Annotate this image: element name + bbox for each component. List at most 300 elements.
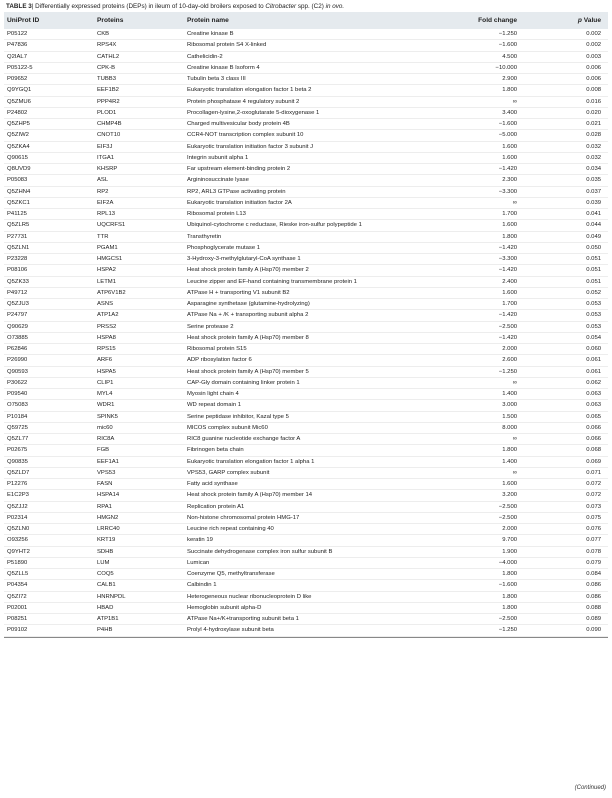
cell-p-value: 0.072 — [586, 492, 601, 499]
table-row — [4, 547, 608, 558]
cell-uniprot-id: Q5ZHP5 — [7, 121, 30, 128]
cell-p-value: 0.086 — [586, 582, 601, 589]
table-row — [4, 580, 608, 591]
cell-fold-change: −1.420 — [498, 166, 517, 173]
cell-protein: mic60 — [97, 424, 113, 431]
cell-protein-name: Myosin light chain 4 — [187, 391, 239, 398]
cell-protein-name: Transthyretin — [187, 233, 222, 240]
continued-note: (Continued) — [574, 785, 606, 791]
cell-p-value: 0.049 — [586, 233, 601, 240]
cell-p-value: 0.021 — [586, 121, 601, 128]
table-row — [4, 434, 608, 445]
table-row — [4, 209, 608, 220]
table-row — [4, 344, 608, 355]
header-p-italic: p — [577, 17, 582, 24]
cell-protein-name: Phosphoglycerate mutase 1 — [187, 244, 261, 251]
table-row — [4, 614, 608, 625]
cell-fold-change: ∞ — [512, 469, 517, 476]
cell-p-value: 0.053 — [586, 301, 601, 308]
cell-uniprot-id: Q2IAL7 — [7, 53, 27, 60]
cell-uniprot-id: Q9YGQ1 — [7, 87, 32, 94]
cell-protein-name: ATPase H + transporting V1 subunit B2 — [187, 289, 290, 296]
table-row — [4, 625, 608, 636]
cell-p-value: 0.072 — [586, 481, 601, 488]
cell-protein-name: VPS53, GARP complex subunit — [187, 469, 270, 476]
cell-protein: UQCRFS1 — [97, 222, 126, 229]
cell-protein: HSPA2 — [97, 267, 116, 274]
cell-fold-change: −2.500 — [498, 616, 517, 623]
table-row — [4, 299, 608, 310]
cell-uniprot-id: P02001 — [7, 604, 28, 611]
cell-p-value: 0.035 — [586, 177, 601, 184]
cell-uniprot-id: P09652 — [7, 76, 28, 83]
cell-p-value: 0.003 — [586, 53, 601, 60]
cell-fold-change: 4.500 — [502, 53, 517, 60]
cell-uniprot-id: P05122 — [7, 31, 28, 38]
cell-protein: HSPA8 — [97, 334, 116, 341]
cell-p-value: 0.002 — [586, 31, 601, 38]
cell-p-value: 0.088 — [586, 604, 601, 611]
cell-p-value: 0.053 — [586, 323, 601, 330]
cell-fold-change: 1.800 — [502, 593, 517, 600]
caption-genus: Citrobacter — [265, 3, 297, 10]
cell-protein: COQ5 — [97, 571, 114, 578]
cell-protein-name: CCR4-NOT transcription complex subunit 10 — [187, 132, 304, 139]
cell-uniprot-id: O73885 — [7, 334, 28, 341]
cell-fold-change: −1.420 — [498, 244, 517, 251]
cell-protein: EEF1A1 — [97, 458, 119, 465]
cell-uniprot-id: P05122-5 — [7, 64, 33, 71]
cell-fold-change: −2.500 — [498, 503, 517, 510]
cell-protein: TTR — [97, 233, 109, 240]
table-row — [4, 558, 608, 569]
cell-fold-change: −10.000 — [495, 64, 517, 71]
cell-protein-name: Eukaryotic translation elongation factor 1 beta 2 — [187, 87, 312, 94]
cell-p-value: 0.077 — [586, 537, 601, 544]
table-row — [4, 40, 608, 51]
cell-fold-change: −3.300 — [498, 188, 517, 195]
cell-p-value: 0.068 — [586, 447, 601, 454]
cell-p-value: 0.060 — [586, 346, 601, 353]
cell-protein: CNOT10 — [97, 132, 121, 139]
cell-protein: MYL4 — [97, 391, 113, 398]
cell-protein: RPA1 — [97, 503, 112, 510]
cell-p-value: 0.054 — [586, 334, 601, 341]
cell-protein: CPK-B — [97, 64, 116, 71]
cell-protein-name: keratin 19 — [187, 537, 213, 544]
cell-p-value: 0.006 — [586, 76, 601, 83]
cell-fold-change: 1.600 — [502, 289, 517, 296]
cell-uniprot-id: Q5ZK33 — [7, 278, 29, 285]
cell-uniprot-id: P51890 — [7, 559, 28, 566]
table-row — [4, 569, 608, 580]
cell-protein: KRT19 — [97, 537, 116, 544]
table-row — [4, 355, 608, 366]
cell-fold-change: −4.000 — [498, 559, 517, 566]
table-row — [4, 310, 608, 321]
cell-uniprot-id: Q5ZLN1 — [7, 244, 30, 251]
cell-fold-change: −1.250 — [498, 627, 517, 634]
cell-p-value: 0.028 — [586, 132, 601, 139]
cell-protein-name: Tubulin beta 3 class III — [187, 76, 246, 83]
cell-protein-name: Fibrinogen beta chain — [187, 447, 244, 454]
cell-protein: PPP4R2 — [97, 98, 120, 105]
cell-protein: PRSS2 — [97, 323, 117, 330]
cell-fold-change: 1.600 — [502, 154, 517, 161]
cell-protein-name: 3-Hydroxy-3-methylglutaryl-CoA synthase 1 — [187, 256, 301, 263]
cell-protein: ARF6 — [97, 357, 113, 364]
cell-p-value: 0.050 — [586, 244, 601, 251]
table-row — [4, 490, 608, 501]
cell-fold-change: 1.700 — [502, 301, 517, 308]
cell-protein: RPS4X — [97, 42, 117, 49]
cell-protein: LETM1 — [97, 278, 116, 285]
cell-p-value: 0.078 — [586, 548, 601, 555]
cell-protein-name: Integrin subunit alpha 1 — [187, 154, 249, 161]
cell-protein-name: Heterogeneous nuclear ribonucleoprotein D like — [187, 593, 312, 600]
cell-protein: RPS15 — [97, 346, 116, 353]
table-row — [4, 513, 608, 524]
cell-fold-change: 8.000 — [502, 424, 517, 431]
cell-protein-name: Argininosuccinate lyase — [187, 177, 249, 184]
cell-protein-name: Heat shock protein family A (Hsp70) member 2 — [187, 267, 309, 274]
cell-uniprot-id: P23228 — [7, 256, 28, 263]
table-row — [4, 457, 608, 468]
cell-uniprot-id: P09540 — [7, 391, 28, 398]
cell-protein: CKB — [97, 31, 110, 38]
table-row — [4, 130, 608, 141]
cell-fold-change: 1.400 — [502, 458, 517, 465]
header-uniprot-id: UniProt ID — [7, 17, 40, 24]
cell-protein: TUBB3 — [97, 76, 116, 83]
cell-protein-name: RP2, ARL3 GTPase activating protein — [187, 188, 286, 195]
cell-uniprot-id: P05083 — [7, 177, 28, 184]
cell-fold-change: −2.500 — [498, 323, 517, 330]
cell-fold-change: ∞ — [512, 98, 517, 105]
cell-protein: RPL13 — [97, 211, 116, 218]
cell-protein-name: Leucine zipper and EF-hand containing transmembrane protein 1 — [187, 278, 357, 285]
table-row — [4, 220, 608, 231]
cell-p-value: 0.044 — [586, 222, 601, 229]
cell-uniprot-id: Q59725 — [7, 424, 28, 431]
cell-uniprot-id: P04354 — [7, 582, 28, 589]
cell-protein: P4HB — [97, 627, 113, 634]
cell-uniprot-id: P24802 — [7, 109, 28, 116]
table-row — [4, 468, 608, 479]
cell-fold-change: ∞ — [512, 379, 517, 386]
cell-protein-name: Creatine kinase B Isoform 4 — [187, 64, 260, 71]
cell-p-value: 0.051 — [586, 278, 601, 285]
cell-protein-name: Heat shock protein family A (Hsp70) member 8 — [187, 334, 309, 341]
cell-fold-change: 2.400 — [502, 278, 517, 285]
cell-fold-change: ∞ — [512, 199, 517, 206]
cell-protein-name: Asparagine synthetase (glutamine-hydrolyzing) — [187, 301, 310, 308]
table-row — [4, 164, 608, 175]
cell-protein: LRRC40 — [97, 526, 120, 533]
table-row — [4, 603, 608, 614]
cell-fold-change: −1.250 — [498, 31, 517, 38]
cell-protein: HNRNPDL — [97, 593, 126, 600]
cell-p-value: 0.089 — [586, 616, 601, 623]
cell-uniprot-id: Q5ZIW2 — [7, 132, 29, 139]
cell-fold-change: 2.300 — [502, 177, 517, 184]
cell-p-value: 0.008 — [586, 87, 601, 94]
table-row — [4, 175, 608, 186]
table-row — [4, 288, 608, 299]
cell-protein-name: Coenzyme Q5, methyltransferase — [187, 571, 275, 578]
header-proteins: Proteins — [97, 17, 124, 24]
cell-protein-name: Serine protease 2 — [187, 323, 234, 330]
table-row — [4, 479, 608, 490]
cell-p-value: 0.061 — [586, 368, 601, 375]
cell-protein: WDR1 — [97, 402, 115, 409]
cell-protein: ATP1A2 — [97, 312, 119, 319]
table-row — [4, 119, 608, 130]
cell-protein: EIF3J — [97, 143, 113, 150]
cell-uniprot-id: E1C2P3 — [7, 492, 29, 499]
cell-fold-change: 2.600 — [502, 357, 517, 364]
cell-protein-name: Protein phosphatase 4 regulatory subunit 2 — [187, 98, 300, 105]
cell-protein-name: Ribosomal protein S15 — [187, 346, 247, 353]
cell-protein: FGB — [97, 447, 110, 454]
cell-fold-change: 2.900 — [502, 76, 517, 83]
cell-protein: ATP1B1 — [97, 616, 119, 623]
cell-protein-name: Procollagen-lysine,2-oxoglutarate 5-dioxygenase 1 — [187, 109, 320, 116]
cell-uniprot-id: Q5ZLN0 — [7, 526, 30, 533]
cell-fold-change: 1.800 — [502, 233, 517, 240]
cell-uniprot-id: Q5ZL77 — [7, 436, 29, 443]
cell-protein: PGAM1 — [97, 244, 118, 251]
cell-protein-name: Eukaryotic translation initiation factor 3 subunit J — [187, 143, 314, 150]
cell-p-value: 0.062 — [586, 379, 601, 386]
cell-p-value: 0.032 — [586, 154, 601, 161]
cell-uniprot-id: P02675 — [7, 447, 28, 454]
cell-protein-name: Cathelicidin-2 — [187, 53, 223, 60]
cell-protein: KHSRP — [97, 166, 118, 173]
cell-p-value: 0.051 — [586, 267, 601, 274]
table-row — [4, 389, 608, 400]
cell-protein-name: ATPase Na + /K + transporting subunit alpha 2 — [187, 312, 309, 319]
table-row — [4, 243, 608, 254]
cell-protein: LUM — [97, 559, 110, 566]
table-row — [4, 423, 608, 434]
cell-uniprot-id: Q5ZLL5 — [7, 571, 29, 578]
cell-protein: EEF1B2 — [97, 87, 119, 94]
cell-fold-change: 3.200 — [502, 492, 517, 499]
cell-protein: RP2 — [97, 188, 109, 195]
cell-protein: SPINK5 — [97, 413, 118, 420]
cell-fold-change: 1.800 — [502, 604, 517, 611]
cell-protein: SDHB — [97, 548, 114, 555]
cell-protein: CLIP1 — [97, 379, 114, 386]
cell-protein: HMGCS1 — [97, 256, 123, 263]
cell-protein-name: Ubiquinol-cytochrome c reductase, Rieske iron-sulfur polypeptide 1 — [187, 222, 362, 229]
cell-protein-name: WD repeat domain 1 — [187, 402, 242, 409]
cell-protein-name: Lumican — [187, 559, 210, 566]
cell-uniprot-id: Q5ZHN4 — [7, 188, 31, 195]
cell-uniprot-id: P09102 — [7, 627, 28, 634]
table-header — [4, 12, 608, 29]
cell-uniprot-id: Q5ZKA4 — [7, 143, 30, 150]
cell-protein: HBAD — [97, 604, 114, 611]
cell-fold-change: −1.250 — [498, 368, 517, 375]
cell-fold-change: −1.420 — [498, 267, 517, 274]
cell-protein: CALB1 — [97, 582, 116, 589]
cell-protein: VPS53 — [97, 469, 116, 476]
header-fold-change: Fold change — [478, 17, 517, 24]
cell-uniprot-id: Q90593 — [7, 368, 28, 375]
cell-p-value: 0.020 — [586, 109, 601, 116]
cell-uniprot-id: P47836 — [7, 42, 28, 49]
cell-fold-change: 1.600 — [502, 222, 517, 229]
cell-fold-change: 9.700 — [502, 537, 517, 544]
table-row — [4, 254, 608, 265]
cell-uniprot-id: P02314 — [7, 514, 28, 521]
cell-fold-change: 3.000 — [502, 402, 517, 409]
cell-fold-change: −1.420 — [498, 334, 517, 341]
cell-protein: ASNS — [97, 301, 114, 308]
table-row — [4, 445, 608, 456]
cell-protein: RIC8A — [97, 436, 115, 443]
caption-text: | Differentially expressed proteins (DEPs) in ileum of 10-day-old broilers exposed to — [31, 3, 266, 10]
table-row — [4, 29, 608, 40]
cell-uniprot-id: P49712 — [7, 289, 28, 296]
cell-fold-change: −3.300 — [498, 256, 517, 263]
table-body — [4, 29, 608, 637]
cell-fold-change: −1.600 — [498, 582, 517, 589]
cell-protein-name: Heat shock protein family A (Hsp70) member 5 — [187, 368, 309, 375]
cell-p-value: 0.051 — [586, 256, 601, 263]
cell-protein-name: Hemoglobin subunit alpha-D — [187, 604, 262, 611]
cell-uniprot-id: Q5ZLR5 — [7, 222, 30, 229]
cell-protein: HSPA5 — [97, 368, 116, 375]
cell-p-value: 0.061 — [586, 357, 601, 364]
table-row — [4, 97, 608, 108]
cell-p-value: 0.041 — [586, 211, 601, 218]
cell-protein: HSPA14 — [97, 492, 120, 499]
cell-uniprot-id: P08106 — [7, 267, 28, 274]
table-label: TABLE 3 — [6, 3, 32, 10]
cell-p-value: 0.075 — [586, 514, 601, 521]
cell-p-value: 0.079 — [586, 559, 601, 566]
cell-p-value: 0.063 — [586, 391, 601, 398]
table-row — [4, 378, 608, 389]
cell-protein-name: Replication protein A1 — [187, 503, 245, 510]
table-bottom-rule — [4, 637, 608, 638]
table-row — [4, 142, 608, 153]
cell-p-value: 0.073 — [586, 503, 601, 510]
table-row — [4, 412, 608, 423]
cell-fold-change: 3.400 — [502, 109, 517, 116]
header-p-rest: Value — [581, 17, 601, 24]
cell-p-value: 0.032 — [586, 143, 601, 150]
cell-uniprot-id: P12276 — [7, 481, 28, 488]
cell-uniprot-id: P08251 — [7, 616, 28, 623]
cell-fold-change: −1.420 — [498, 312, 517, 319]
cell-uniprot-id: P41125 — [7, 211, 27, 218]
cell-p-value: 0.016 — [586, 98, 601, 105]
cell-protein-name: Non-histone chromosomal protein HMG-17 — [187, 514, 300, 521]
cell-fold-change: 1.600 — [502, 481, 517, 488]
cell-uniprot-id: Q5ZMU6 — [7, 98, 31, 105]
table-row — [4, 108, 608, 119]
cell-uniprot-id: Q5ZI72 — [7, 593, 27, 600]
cell-protein-name: Serine peptidase inhibitor, Kazal type 5 — [187, 413, 289, 420]
header-protein-name: Protein name — [187, 17, 229, 24]
cell-uniprot-id: Q90615 — [7, 154, 28, 161]
cell-fold-change: −1.600 — [498, 42, 517, 49]
cell-protein-name: Far upstream element-binding protein 2 — [187, 166, 291, 173]
cell-p-value: 0.052 — [586, 289, 601, 296]
table-row — [4, 74, 608, 85]
cell-p-value: 0.066 — [586, 436, 601, 443]
cell-fold-change: −1.600 — [498, 121, 517, 128]
cell-uniprot-id: Q8UVD9 — [7, 166, 31, 173]
cell-protein-name: Fatty acid synthase — [187, 481, 238, 488]
cell-protein-name: Ribosomal protein S4 X-linked — [187, 42, 267, 49]
cell-p-value: 0.069 — [586, 458, 601, 465]
cell-p-value: 0.006 — [586, 64, 601, 71]
table-row — [4, 232, 608, 243]
cell-protein: CATHL2 — [97, 53, 120, 60]
cell-p-value: 0.039 — [586, 199, 601, 206]
caption-text-after: spp. (C2) — [296, 3, 326, 10]
cell-protein: ITGA1 — [97, 154, 115, 161]
cell-protein: HMGN2 — [97, 514, 119, 521]
table-row — [4, 85, 608, 96]
cell-uniprot-id: Q90835 — [7, 458, 28, 465]
cell-fold-change: 1.600 — [502, 143, 517, 150]
cell-p-value: 0.002 — [586, 42, 601, 49]
cell-uniprot-id: Q90629 — [7, 323, 28, 330]
table-row — [4, 277, 608, 288]
cell-uniprot-id: O93256 — [7, 537, 28, 544]
cell-uniprot-id: Q5ZLD7 — [7, 469, 30, 476]
cell-p-value: 0.037 — [586, 188, 601, 195]
cell-p-value: 0.066 — [586, 424, 601, 431]
cell-protein: PLOD1 — [97, 109, 117, 116]
table-row — [4, 52, 608, 63]
cell-p-value: 0.071 — [586, 469, 601, 476]
cell-p-value: 0.090 — [586, 627, 601, 634]
table-row — [4, 502, 608, 513]
cell-fold-change: 1.800 — [502, 571, 517, 578]
cell-p-value: 0.065 — [586, 413, 601, 420]
cell-uniprot-id: Q9YHT2 — [7, 548, 30, 555]
cell-uniprot-id: P26990 — [7, 357, 28, 364]
cell-p-value: 0.086 — [586, 593, 601, 600]
cell-fold-change: 2.000 — [502, 346, 517, 353]
cell-uniprot-id: O75083 — [7, 402, 28, 409]
table-row — [4, 198, 608, 209]
cell-protein-name: Leucine rich repeat containing 40 — [187, 526, 274, 533]
cell-protein-name: ADP ribosylation factor 6 — [187, 357, 252, 364]
cell-protein-name: Charged multivesicular body protein 4B — [187, 121, 290, 128]
cell-protein: FASN — [97, 481, 113, 488]
cell-protein-name: MICOS complex subunit Mic60 — [187, 424, 268, 431]
cell-protein: EIF2A — [97, 199, 114, 206]
cell-p-value: 0.084 — [586, 571, 601, 578]
cell-protein-name: ATPase Na+/K+transporting subunit beta 1 — [187, 616, 299, 623]
cell-protein-name: Succinate dehydrogenase complex iron sulfur subunit B — [187, 548, 333, 555]
header-p-value — [517, 17, 604, 24]
table-caption — [4, 0, 608, 12]
table-row — [4, 63, 608, 74]
caption-in-ovo: in ovo. — [325, 3, 345, 10]
cell-uniprot-id: Q5ZJJ2 — [7, 503, 28, 510]
cell-uniprot-id: P24797 — [7, 312, 28, 319]
cell-protein: ATP6V1B2 — [97, 289, 126, 296]
